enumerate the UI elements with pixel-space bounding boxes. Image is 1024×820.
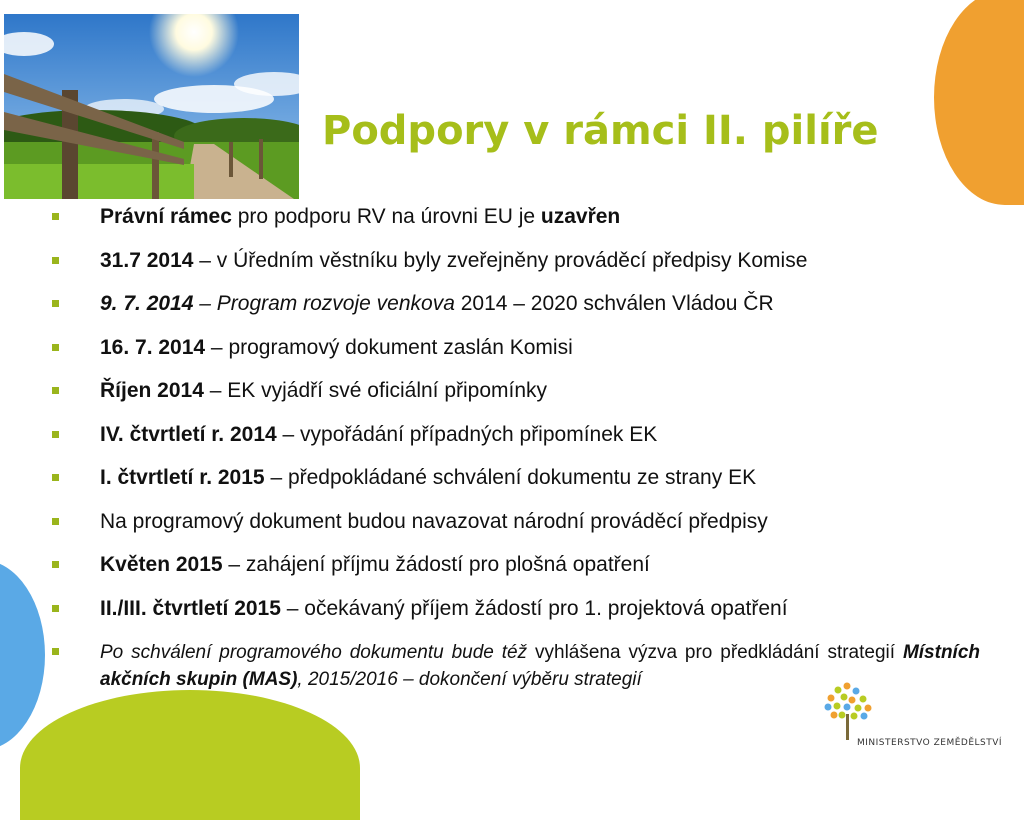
list-item: Právní rámec pro podporu RV na úrovni EU je uzavřen bbox=[50, 202, 980, 246]
bullet-square-icon bbox=[52, 300, 59, 307]
bullet-square-icon bbox=[52, 257, 59, 264]
list-item: Říjen 2014 – EK vyjádří své oficiální připomínky bbox=[50, 376, 980, 420]
ministry-logo-text: MINISTERSTVO ZEMĚDĚLSTVÍ bbox=[857, 738, 1003, 748]
page-title: Podpory v rámci II. pilíře bbox=[322, 108, 879, 154]
blue-decoration bbox=[0, 560, 45, 750]
tree-icon bbox=[820, 680, 890, 740]
list-item: Květen 2015 – zahájení příjmu žádostí pro plošná opatření bbox=[50, 550, 980, 594]
list-item: 9. 7. 2014 – Program rozvoje venkova 2014 – 2020 schválen Vládou ČR bbox=[50, 289, 980, 333]
bullet-list bbox=[50, 202, 980, 693]
orange-decoration bbox=[934, 0, 1024, 205]
bullet-square-icon bbox=[52, 648, 59, 655]
bullet-square-icon bbox=[52, 518, 59, 525]
bullet-square-icon bbox=[52, 474, 59, 481]
list-item: II./III. čtvrtletí 2015 – očekávaný příjem žádostí pro 1. projektová opatření bbox=[50, 594, 980, 638]
list-item: Po schválení programového dokumentu bude též vyhlášena výzva pro předkládání strategií Místních akčních skupin (MAS), 2015/2016 – dokončení výběru strategií bbox=[50, 637, 980, 693]
bullet-square-icon bbox=[52, 431, 59, 438]
bullet-square-icon bbox=[52, 387, 59, 394]
list-item: 31.7 2014 – v Úředním věstníku byly zveřejněny prováděcí předpisy Komise bbox=[50, 246, 980, 290]
green-decoration bbox=[20, 690, 360, 820]
list-item: IV. čtvrtletí r. 2014 – vypořádání případných připomínek EK bbox=[50, 420, 980, 464]
bullet-square-icon bbox=[52, 344, 59, 351]
landscape-photo bbox=[4, 14, 299, 199]
bullet-square-icon bbox=[52, 605, 59, 612]
bullet-square-icon bbox=[52, 213, 59, 220]
bullet-square-icon bbox=[52, 561, 59, 568]
ministry-logo bbox=[820, 680, 1010, 760]
list-item: 16. 7. 2014 – programový dokument zaslán Komisi bbox=[50, 333, 980, 377]
list-item: Na programový dokument budou navazovat národní prováděcí předpisy bbox=[50, 507, 980, 551]
list-item: I. čtvrtletí r. 2015 – předpokládané schválení dokumentu ze strany EK bbox=[50, 463, 980, 507]
